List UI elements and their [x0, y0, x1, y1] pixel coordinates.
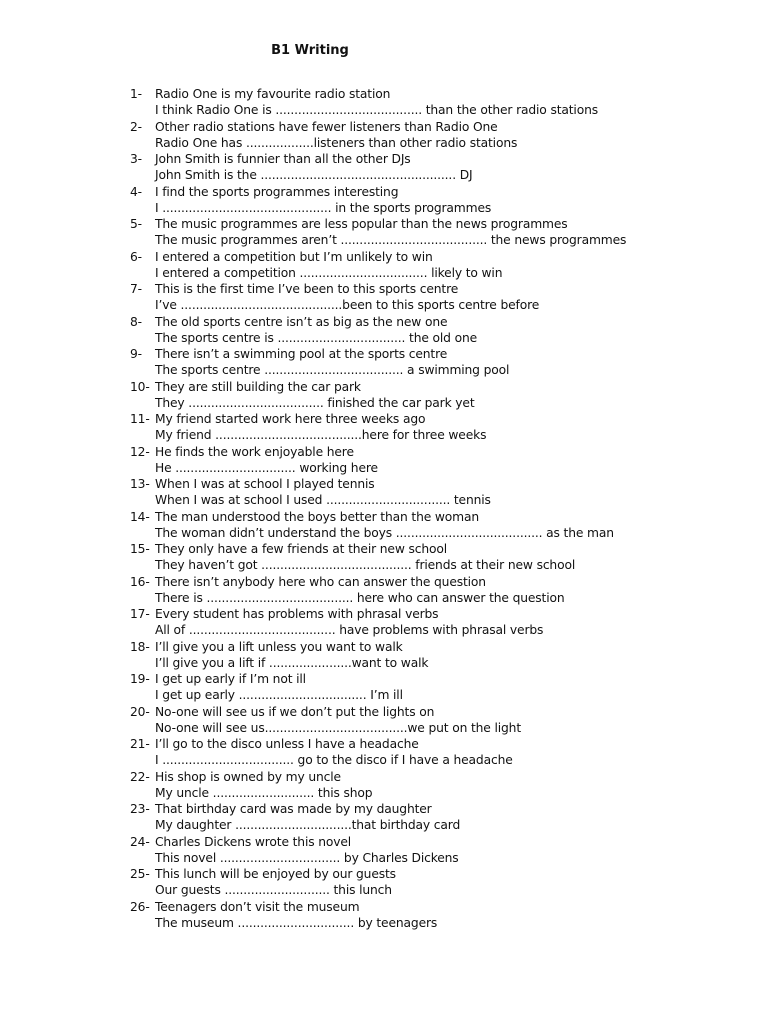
- item-number: 1-: [130, 87, 142, 101]
- indent-spacer: [130, 135, 155, 151]
- indent-spacer: [130, 687, 155, 703]
- rewrite-sentence: The woman didn’t understand the boys ....................................... as the man: [155, 525, 614, 540]
- rewrite-sentence-line: [130, 330, 750, 346]
- item-number: 20-: [130, 704, 150, 719]
- rewrite-sentence: I ................................... go to the disco if I have a headache: [155, 753, 513, 768]
- original-sentence-line: [130, 574, 750, 590]
- rewrite-sentence-line: [130, 915, 750, 931]
- item-number: 16-: [130, 574, 150, 589]
- original-sentence-line: [130, 834, 750, 850]
- original-sentence: That birthday card was made by my daughter: [155, 802, 432, 816]
- rewrite-sentence-line: [130, 135, 750, 151]
- rewrite-sentence: My uncle ........................... this shop: [155, 785, 373, 800]
- original-sentence: Other radio stations have fewer listeners than Radio One: [155, 119, 498, 134]
- original-sentence-line: [130, 769, 750, 785]
- original-sentence-line: [130, 899, 750, 915]
- exercise-item: [130, 606, 750, 639]
- rewrite-sentence-line: [130, 687, 750, 703]
- indent-spacer: [130, 622, 155, 638]
- indent-spacer: [130, 427, 155, 443]
- original-sentence: This lunch will be enjoyed by our guests: [155, 867, 396, 881]
- original-sentence: I’ll go to the disco unless I have a headache: [155, 737, 419, 751]
- item-number: 26-: [130, 899, 150, 914]
- rewrite-sentence: When I was at school I used ................................. tennis: [155, 493, 491, 508]
- original-sentence: This is the first time I’ve been to this sports centre: [155, 282, 459, 296]
- rewrite-sentence: John Smith is the .................................................... DJ: [155, 168, 473, 183]
- rewrite-sentence-line: [130, 362, 750, 378]
- indent-spacer: [130, 232, 155, 248]
- indent-spacer: [130, 525, 155, 541]
- original-sentence-line: [130, 704, 750, 720]
- indent-spacer: [130, 167, 155, 183]
- rewrite-sentence: The music programmes aren’t ....................................... the news programmes: [155, 233, 627, 248]
- original-sentence-line: [130, 509, 750, 525]
- rewrite-sentence-line: [130, 817, 750, 833]
- original-sentence: I entered a competition but I’m unlikely to win: [155, 249, 433, 264]
- exercise-item: [130, 801, 750, 834]
- indent-spacer: [130, 655, 155, 671]
- exercise-list: [130, 86, 750, 931]
- item-number: 13-: [130, 477, 150, 491]
- rewrite-sentence-line: [130, 622, 750, 638]
- original-sentence-line: [130, 639, 750, 655]
- exercise-item: [130, 411, 750, 444]
- exercise-item: [130, 151, 750, 184]
- rewrite-sentence: No-one will see us......................................we put on the light: [155, 720, 521, 735]
- original-sentence: Every student has problems with phrasal verbs: [155, 607, 439, 621]
- item-number: 22-: [130, 769, 150, 784]
- rewrite-sentence: The sports centre ..................................... a swimming pool: [155, 363, 510, 378]
- indent-spacer: [130, 850, 155, 866]
- rewrite-sentence-line: [130, 752, 750, 768]
- exercise-item: [130, 184, 750, 217]
- rewrite-sentence: I ............................................. in the sports programmes: [155, 200, 492, 215]
- indent-spacer: [130, 362, 155, 378]
- item-number: 25-: [130, 867, 150, 881]
- item-number: 19-: [130, 672, 150, 686]
- item-number: 4-: [130, 184, 142, 199]
- original-sentence: No-one will see us if we don’t put the lights on: [155, 704, 435, 719]
- rewrite-sentence-line: [130, 297, 750, 313]
- exercise-item: [130, 281, 750, 314]
- exercise-item: [130, 834, 750, 867]
- rewrite-sentence: The museum ............................... by teenagers: [155, 915, 438, 930]
- rewrite-sentence-line: [130, 525, 750, 541]
- rewrite-sentence: My daughter ...............................that birthday card: [155, 818, 461, 833]
- indent-spacer: [130, 752, 155, 768]
- rewrite-sentence-line: [130, 785, 750, 801]
- rewrite-sentence: There is ....................................... here who can answer the question: [155, 590, 565, 605]
- rewrite-sentence-line: [130, 492, 750, 508]
- exercise-item: [130, 476, 750, 509]
- original-sentence: The man understood the boys better than the woman: [155, 509, 480, 524]
- rewrite-sentence: They .................................... finished the car park yet: [155, 395, 475, 410]
- rewrite-sentence: Radio One has ..................listeners than other radio stations: [155, 135, 518, 150]
- item-number: 2-: [130, 119, 142, 134]
- original-sentence-line: [130, 119, 750, 135]
- indent-spacer: [130, 492, 155, 508]
- original-sentence-line: [130, 281, 750, 297]
- original-sentence-line: [130, 541, 750, 557]
- rewrite-sentence-line: [130, 427, 750, 443]
- rewrite-sentence-line: [130, 167, 750, 183]
- original-sentence: There isn’t a swimming pool at the sports centre: [155, 347, 448, 361]
- rewrite-sentence: I entered a competition .................................. likely to win: [155, 265, 503, 280]
- rewrite-sentence: This novel ................................ by Charles Dickens: [155, 850, 459, 865]
- item-number: 12-: [130, 444, 150, 459]
- rewrite-sentence: Our guests ............................ this lunch: [155, 883, 392, 898]
- item-number: 11-: [130, 412, 150, 426]
- original-sentence-line: [130, 216, 750, 232]
- page-title: B1 Writing: [271, 43, 349, 58]
- rewrite-sentence: They haven’t got ........................................ friends at their new school: [155, 558, 576, 573]
- original-sentence-line: [130, 86, 750, 102]
- indent-spacer: [130, 785, 155, 801]
- original-sentence-line: [130, 184, 750, 200]
- item-number: 14-: [130, 509, 150, 524]
- rewrite-sentence-line: [130, 102, 750, 118]
- rewrite-sentence: I’ll give you a lift if ......................want to walk: [155, 655, 429, 670]
- rewrite-sentence: All of ....................................... have problems with phrasal verbs: [155, 623, 544, 638]
- indent-spacer: [130, 330, 155, 346]
- original-sentence-line: [130, 866, 750, 882]
- original-sentence: The old sports centre isn’t as big as the new one: [155, 314, 448, 329]
- exercise-item: [130, 769, 750, 802]
- indent-spacer: [130, 460, 155, 476]
- original-sentence: He finds the work enjoyable here: [155, 444, 354, 459]
- rewrite-sentence: I’ve ...........................................been to this sports centre before: [155, 298, 540, 313]
- original-sentence-line: [130, 444, 750, 460]
- item-number: 10-: [130, 379, 150, 394]
- exercise-item: [130, 899, 750, 932]
- original-sentence-line: [130, 346, 750, 362]
- rewrite-sentence: The sports centre is .................................. the old one: [155, 330, 478, 345]
- rewrite-sentence: My friend .......................................here for three weeks: [155, 428, 487, 443]
- indent-spacer: [130, 882, 155, 898]
- exercise-item: [130, 119, 750, 152]
- exercise-item: [130, 866, 750, 899]
- original-sentence: When I was at school I played tennis: [155, 477, 375, 491]
- item-number: 18-: [130, 639, 150, 654]
- original-sentence-line: [130, 476, 750, 492]
- exercise-item: [130, 541, 750, 574]
- indent-spacer: [130, 915, 155, 931]
- exercise-item: [130, 444, 750, 477]
- rewrite-sentence: I get up early .................................. I’m ill: [155, 688, 403, 703]
- rewrite-sentence-line: [130, 850, 750, 866]
- rewrite-sentence-line: [130, 460, 750, 476]
- item-number: 3-: [130, 152, 142, 166]
- original-sentence-line: [130, 314, 750, 330]
- original-sentence: My friend started work here three weeks ago: [155, 412, 426, 426]
- indent-spacer: [130, 200, 155, 216]
- indent-spacer: [130, 265, 155, 281]
- original-sentence-line: [130, 606, 750, 622]
- original-sentence: The music programmes are less popular than the news programmes: [155, 217, 568, 231]
- item-number: 9-: [130, 347, 142, 361]
- rewrite-sentence: I think Radio One is ....................................... than the other radio stations: [155, 103, 598, 118]
- original-sentence: His shop is owned by my uncle: [155, 769, 341, 784]
- exercise-item: [130, 379, 750, 412]
- rewrite-sentence: He ................................ working here: [155, 460, 378, 475]
- item-number: 17-: [130, 607, 150, 621]
- original-sentence: They are still building the car park: [155, 379, 361, 394]
- exercise-item: [130, 216, 750, 249]
- original-sentence: Teenagers don’t visit the museum: [155, 899, 360, 914]
- exercise-item: [130, 736, 750, 769]
- original-sentence-line: [130, 249, 750, 265]
- rewrite-sentence-line: [130, 655, 750, 671]
- indent-spacer: [130, 102, 155, 118]
- exercise-item: [130, 249, 750, 282]
- original-sentence: I’ll give you a lift unless you want to walk: [155, 639, 403, 654]
- rewrite-sentence-line: [130, 200, 750, 216]
- exercise-item: [130, 574, 750, 607]
- item-number: 21-: [130, 737, 150, 751]
- indent-spacer: [130, 590, 155, 606]
- original-sentence-line: [130, 736, 750, 752]
- exercise-item: [130, 704, 750, 737]
- exercise-item: [130, 509, 750, 542]
- original-sentence: There isn’t anybody here who can answer the question: [155, 574, 486, 589]
- item-number: 23-: [130, 802, 150, 816]
- rewrite-sentence-line: [130, 882, 750, 898]
- item-number: 15-: [130, 542, 150, 556]
- exercise-item: [130, 346, 750, 379]
- original-sentence-line: [130, 801, 750, 817]
- exercise-item: [130, 314, 750, 347]
- rewrite-sentence-line: [130, 232, 750, 248]
- original-sentence: Charles Dickens wrote this novel: [155, 834, 352, 849]
- rewrite-sentence-line: [130, 557, 750, 573]
- rewrite-sentence-line: [130, 265, 750, 281]
- rewrite-sentence-line: [130, 395, 750, 411]
- original-sentence-line: [130, 379, 750, 395]
- rewrite-sentence-line: [130, 720, 750, 736]
- original-sentence-line: [130, 671, 750, 687]
- original-sentence: Radio One is my favourite radio station: [155, 87, 391, 101]
- indent-spacer: [130, 720, 155, 736]
- indent-spacer: [130, 297, 155, 313]
- indent-spacer: [130, 557, 155, 573]
- item-number: 24-: [130, 834, 150, 849]
- item-number: 7-: [130, 282, 142, 296]
- original-sentence-line: [130, 411, 750, 427]
- original-sentence: I get up early if I’m not ill: [155, 672, 306, 686]
- original-sentence-line: [130, 151, 750, 167]
- rewrite-sentence-line: [130, 590, 750, 606]
- item-number: 6-: [130, 249, 142, 264]
- indent-spacer: [130, 817, 155, 833]
- exercise-item: [130, 86, 750, 119]
- original-sentence: I find the sports programmes interesting: [155, 184, 399, 199]
- item-number: 8-: [130, 314, 142, 329]
- indent-spacer: [130, 395, 155, 411]
- item-number: 5-: [130, 217, 142, 231]
- original-sentence: They only have a few friends at their new school: [155, 542, 448, 556]
- exercise-item: [130, 671, 750, 704]
- exercise-item: [130, 639, 750, 672]
- original-sentence: John Smith is funnier than all the other DJs: [155, 152, 411, 166]
